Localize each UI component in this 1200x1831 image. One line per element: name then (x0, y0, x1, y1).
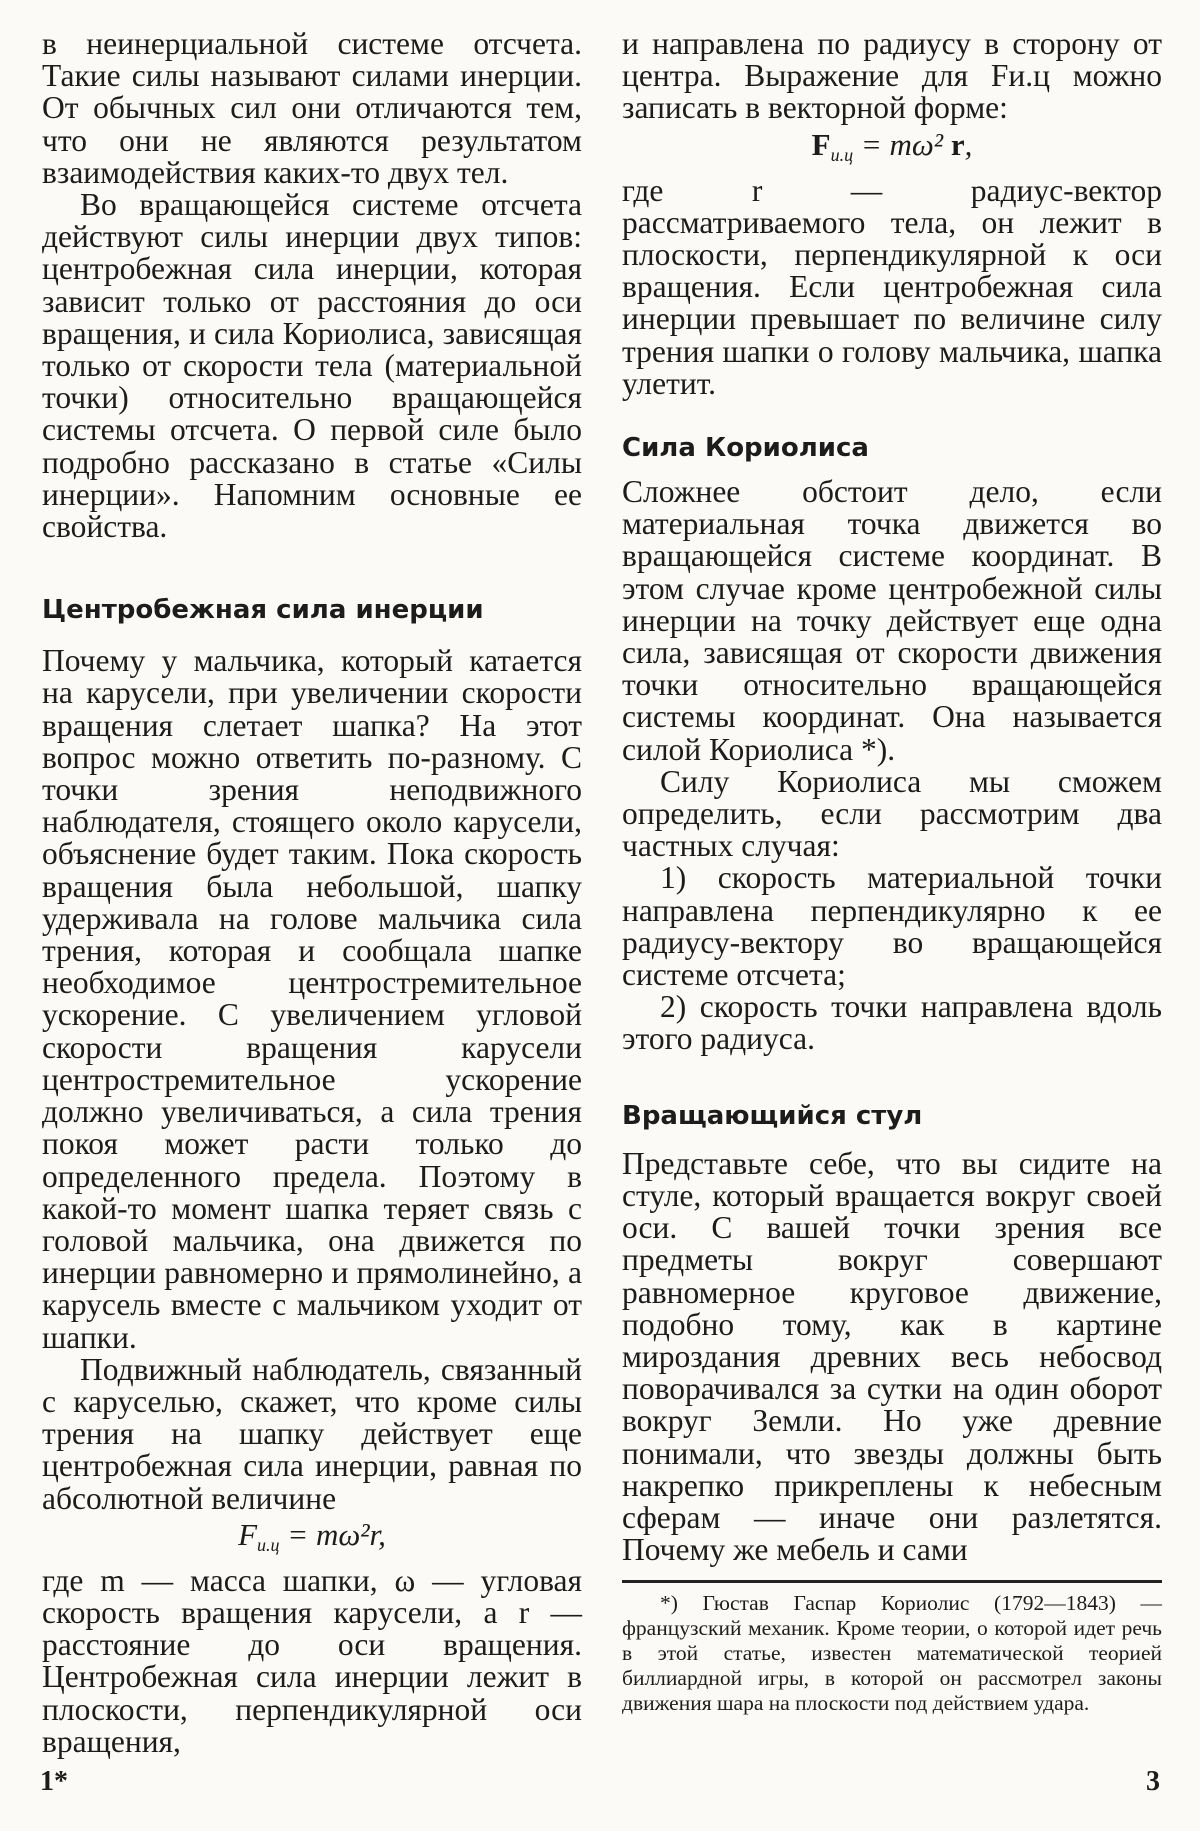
paragraph: Силу Кориолиса мы сможем определить, если рассмотрим два частных случая: (622, 763, 1162, 864)
formula-centrifugal-force: $F_{и.ц} = m\omega^2r$, (238, 1516, 386, 1555)
section-heading: Центробежная сила инерции (42, 595, 484, 626)
paragraph: и направлена по радиусу в сторону от центра. Выражение для Fи.ц можно записать в векторной форме: (622, 26, 1162, 126)
paragraph: Сложнее обстоит дело, если материальная точка движется во вращающейся системе координат. В этом случае кроме центробежной силы инерции на точку действует еще одна сила, зависящая от скорости движения точки относительно вращающейся системы координат. Она называется силой Кориолиса *). (622, 474, 1162, 767)
paragraph: где m — масса шапки, ω — угловая скорость вращения карусели, а r — расстояние до оси вращения. Центробежная сила инерции лежит в плоскости, перпендикулярной оси вращения, (42, 1562, 582, 1759)
paragraph: Представьте себе, что вы сидите на стуле, который вращается вокруг своей оси. С вашей точки зрения все предметы вокруг совершают равномерное круговое движение, подобно тому, как в картине мироздания древних весь небосвод поворачивался за сутки на один оборот вокруг Земли. Но уже древние понимали, что звезды должны быть накрепко прикреплены к небесным сферам — иначе они разлетятся. Почему же мебель и сами (622, 1145, 1162, 1568)
section-heading: Вращающийся стул (622, 1100, 923, 1131)
section-heading: Сила Кориолиса (622, 433, 869, 464)
left-column (42, 28, 582, 1758)
paragraph: Подвижный наблюдатель, связанный с каруселью, скажет, что кроме силы трения на шапку действует еще центробежная сила инерции, равная по абсолютной величине (42, 1351, 582, 1516)
signature-mark: 1* (40, 1766, 68, 1797)
list-item: 1) скорость материальной точки направлена перпендикулярно к ее радиусу-вектору во вращающейся системе отсчета; (622, 860, 1162, 993)
right-column (622, 28, 1162, 1716)
paragraph: в неинерциальной системе отсчета. Такие силы называют силами инерции. От обычных сил они отличаются тем, что они не являются результатом взаимодействия каких-то двух тел. (42, 26, 582, 190)
page-number: 3 (1146, 1766, 1160, 1797)
footnote-divider (622, 1580, 1162, 1583)
paragraph: Во вращающейся системе отсчета действуют силы инерции двух типов: центробежная сила инерции, которая зависит только от расстояния до оси вращения, и сила Кориолиса, зависящая только от скорости тела (материальной точки) относительно вращающейся системы отсчета. О первой силе было подробно рассказано в статье «Силы инерции». Напомним основные ее свойства. (42, 187, 582, 545)
paragraph: где r — радиус-вектор рассматриваемого тела, он лежит в плоскости, перпендикулярной к оси вращения. Если центробежная сила инерции превышает по величине силу трения шапки о голову мальчика, шапка улетит. (622, 172, 1162, 401)
list-item: 2) скорость точки направлена вдоль этого радиуса. (622, 989, 1162, 1057)
footnote: *) Гюстав Гаспар Кориолис (1792—1843) — французский механик. Кроме теории, о которой идет речь в этой статье, известен математической теорией биллиардной игры, в которой он рассмотрел законы движения шара на плоскости под действием удара. (622, 1591, 1162, 1716)
paragraph: Почему у мальчика, который катается на карусели, при увеличении скорости вращения слетает шапка? На этот вопрос можно ответить по-разному. С точки зрения неподвижного наблюдателя, стоящего около карусели, объяснение будет таким. Пока скорость вращения была небольшой, шапку удерживала на голове мальчика сила трения, которая и сообщала шапке необходимое центростремительное ускорение. С увеличением угловой скорости вращения карусели центростремительное ускорение должно увеличиваться, а сила трения покоя может расти только до определенного предела. Поэтому в какой-то момент шапка теряет связь с головой мальчика, она движется по инерции равномерно и прямолинейно, а карусель вместе с мальчиком уходит от шапки. (42, 643, 582, 1355)
formula-centrifugal-force-vector: $F_{и.ц} = m\omega^2$ r, (811, 126, 973, 165)
